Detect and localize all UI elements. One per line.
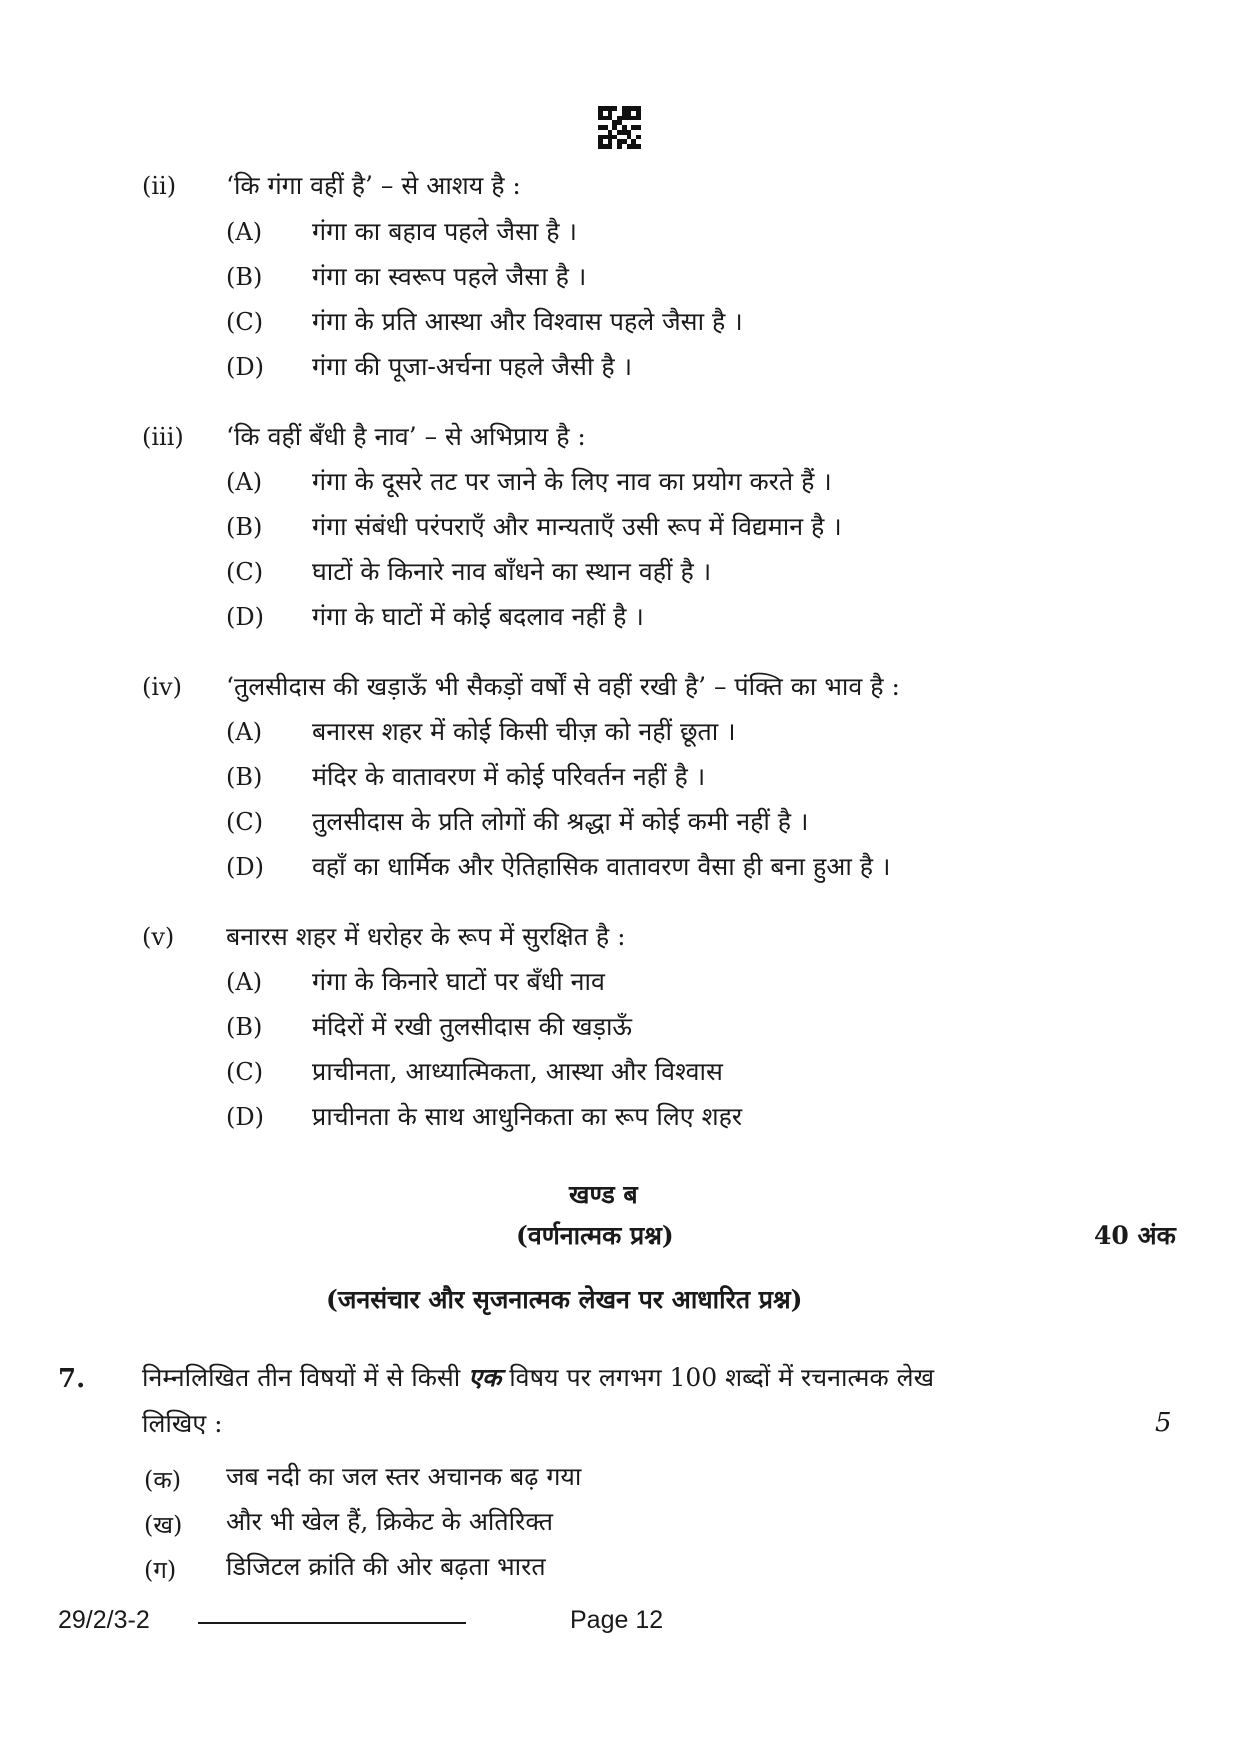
option-text: गंगा संबंधी परंपराएँ और मान्यताएँ उसी रूप में विद्यमान है । — [312, 512, 842, 541]
option-text: घाटों के किनारे नाव बाँधने का स्थान वहीं है । — [312, 557, 712, 586]
question-text: ‘कि गंगा वहीं है’ – से आशय है : — [226, 171, 521, 200]
section-title: खण्ड ब — [569, 1180, 638, 1209]
topic-text: जब नदी का जल स्तर अचानक बढ़ गया — [226, 1462, 582, 1491]
option-letter: (C) — [226, 808, 264, 836]
option-text: प्राचीनता, आध्यात्मिकता, आस्था और विश्वास — [312, 1057, 723, 1086]
question-text: ‘कि वहीं बँधी है नाव’ – से अभिप्राय है : — [226, 422, 586, 451]
option-letter: (B) — [226, 263, 263, 291]
question-7-marks: 5 — [1155, 1408, 1172, 1438]
q7-text-part: निम्नलिखित तीन विषयों में से किसी — [142, 1363, 469, 1392]
option-letter: (D) — [226, 603, 264, 631]
option-text: गंगा के दूसरे तट पर जाने के लिए नाव का प्रयोग करते हैं । — [312, 467, 832, 496]
section-subtitle: (वर्णनात्मक प्रश्न) — [516, 1221, 674, 1250]
option-text: गंगा के प्रति आस्था और विश्वास पहले जैसा है । — [312, 307, 743, 336]
option-letter: (D) — [226, 853, 264, 881]
section-note: (जनसंचार और सृजनात्मक लेखन पर आधारित प्रश्न) — [326, 1285, 803, 1314]
qr-code — [598, 106, 641, 149]
section-marks: 40 अंक — [1094, 1221, 1176, 1250]
option-letter: (B) — [226, 513, 263, 541]
question-number: (ii) — [142, 172, 177, 200]
option-letter: (B) — [226, 1013, 263, 1041]
option-letter: (A) — [226, 968, 263, 996]
question-text: बनारस शहर में धरोहर के रूप में सुरक्षित है : — [226, 922, 626, 951]
topic-letter: (ख) — [144, 1511, 183, 1539]
question-7-number: 7. — [58, 1364, 86, 1394]
question-7-text — [142, 1360, 934, 1394]
q7-emphasis: एक — [468, 1363, 502, 1392]
option-letter: (C) — [226, 558, 264, 586]
question-number: (iii) — [142, 423, 184, 451]
topic-text: डिजिटल क्रांति की ओर बढ़ता भारत — [226, 1552, 546, 1581]
option-letter: (C) — [226, 308, 264, 336]
option-text: बनारस शहर में कोई किसी चीज़ को नहीं छूता । — [312, 717, 736, 746]
paper-code: 29/2/3-2 — [58, 1606, 150, 1634]
option-text: गंगा का स्वरूप पहले जैसा है । — [312, 262, 587, 291]
option-text: गंगा के किनारे घाटों पर बँधी नाव — [312, 967, 605, 996]
option-text: प्राचीनता के साथ आधुनिकता का रूप लिए शहर — [312, 1102, 743, 1131]
topic-letter: (ग) — [144, 1556, 177, 1584]
option-letter: (A) — [226, 218, 263, 246]
option-text: गंगा का बहाव पहले जैसा है । — [312, 217, 578, 246]
q7-text-part: विषय पर लगभग 100 शब्दों में रचनात्मक लेख — [501, 1363, 935, 1392]
option-letter: (B) — [226, 763, 263, 791]
option-text: वहाँ का धार्मिक और ऐतिहासिक वातावरण वैसा ही बना हुआ है । — [312, 852, 891, 881]
question-number: (iv) — [142, 673, 182, 701]
option-letter: (D) — [226, 353, 264, 381]
page-number: Page 12 — [570, 1606, 664, 1634]
option-text: गंगा के घाटों में कोई बदलाव नहीं है । — [312, 602, 644, 631]
option-letter: (A) — [226, 718, 263, 746]
question-text: ‘तुलसीदास की खड़ाऊँ भी सैकड़ों वर्षों से वहीं रखी है’ – पंक्ति का भाव है : — [226, 672, 900, 701]
option-letter: (C) — [226, 1058, 264, 1086]
option-text: मंदिरों में रखी तुलसीदास की खड़ाऊँ — [312, 1012, 633, 1041]
question-number: (v) — [142, 923, 175, 951]
option-text: गंगा की पूजा-अर्चना पहले जैसी है । — [312, 352, 633, 381]
topic-text: और भी खेल हैं, क्रिकेट के अतिरिक्त — [226, 1507, 554, 1536]
option-text: मंदिर के वातावरण में कोई परिवर्तन नहीं है । — [312, 762, 706, 791]
question-7-text-line2: लिखिए : — [142, 1409, 223, 1438]
option-letter: (D) — [226, 1103, 264, 1131]
footer-divider — [198, 1622, 466, 1624]
option-letter: (A) — [226, 468, 263, 496]
option-text: तुलसीदास के प्रति लोगों की श्रद्धा में कोई कमी नहीं है । — [312, 807, 809, 836]
topic-letter: (क) — [144, 1466, 182, 1494]
